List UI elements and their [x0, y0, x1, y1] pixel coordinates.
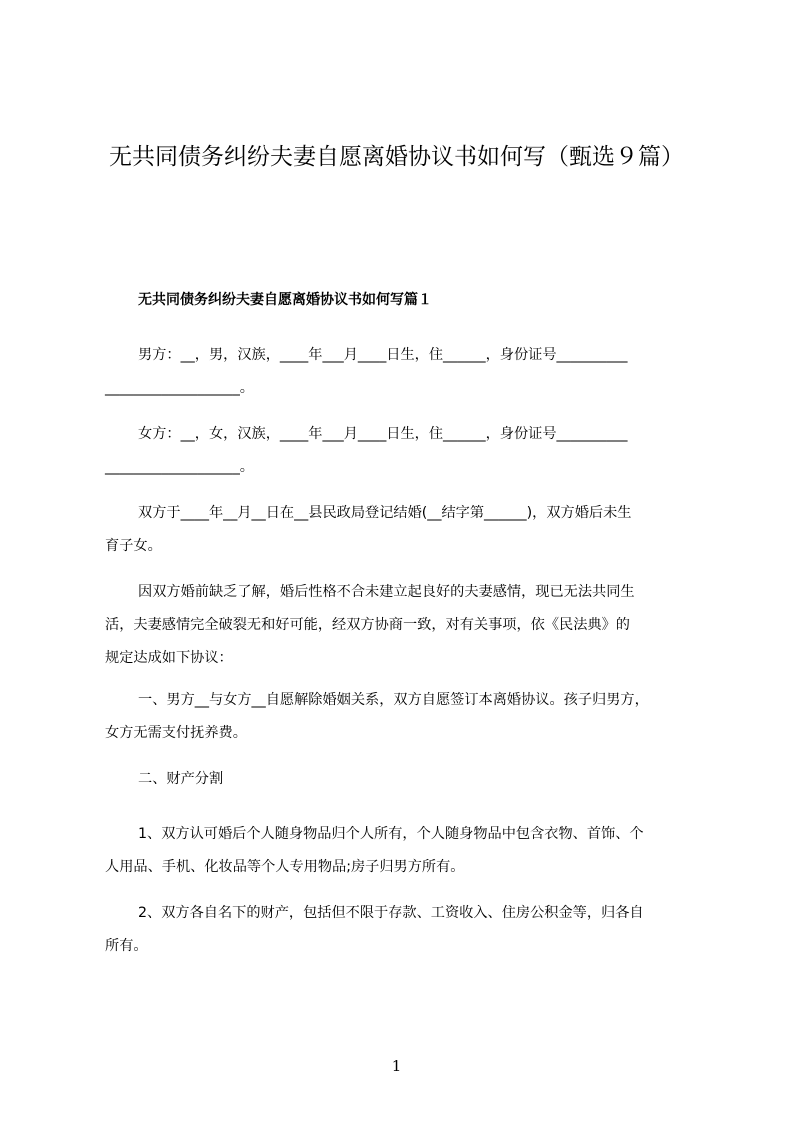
paragraph-line: 男方：__，男，汉族，____年___月____日生，住______，身份证号__________ [138, 347, 628, 363]
paragraph-line: 所有。 [105, 938, 148, 954]
paragraph-line: 人用品、手机、化妆品等个人专用物品;房子归男方所有。 [105, 859, 465, 875]
paragraph-line: 二、财产分割 [138, 771, 224, 787]
paragraph-line: 规定达成如下协议： [105, 650, 233, 666]
paragraph-line: 一、男方__与女方__自愿解除婚姻关系，双方自愿签订本离婚协议。孩子归男方， [138, 692, 649, 708]
paragraph-clause-two-item-two [105, 897, 711, 963]
paragraph-marriage-registration [105, 497, 711, 563]
paragraph-line: ___________________。 [105, 459, 254, 475]
paragraph-clause-one [105, 684, 711, 750]
paragraph-line: 1、双方认可婚后个人随身物品归个人所有，个人随身物品中包含衣物、首饰、个 [138, 826, 644, 842]
paragraph-male-party [105, 339, 711, 405]
paragraph-divorce-reason [105, 576, 711, 675]
paragraph-line: 活，夫妻感情完全破裂无和好可能，经双方协商一致，对有关事项，依《民法典》的 [105, 617, 630, 633]
paragraph-clause-two-item-one [105, 818, 711, 884]
paragraph-line: 育子女。 [105, 538, 162, 554]
paragraph-female-party [105, 418, 711, 484]
section-title: 无共同债务纠纷夫妻自愿离婚协议书如何写篇１ [138, 292, 432, 308]
paragraph-line: 双方于____年__月__日在__县民政局登记结婚(__结字第______)，双方婚后未生 [138, 505, 632, 521]
paragraph-line: 因双方婚前缺乏了解，婚后性格不合未建立起良好的夫妻感情，现已无法共同生 [138, 584, 635, 600]
document-title: 无共同债务纠纷夫妻自愿离婚协议书如何写（甄选９篇） [109, 144, 684, 170]
paragraph-line: 女方：__，女，汉族，____年___月____日生，住______，身份证号__________ [138, 426, 628, 442]
paragraph-clause-two-heading [105, 763, 711, 796]
paragraph-line: ___________________。 [105, 380, 254, 396]
paragraph-line: 2、双方各自名下的财产，包括但不限于存款、工资收入、住房公积金等，归各自 [138, 905, 644, 921]
paragraph-line: 女方无需支付抚养费。 [105, 725, 247, 741]
page-number: 1 [391, 1057, 402, 1075]
